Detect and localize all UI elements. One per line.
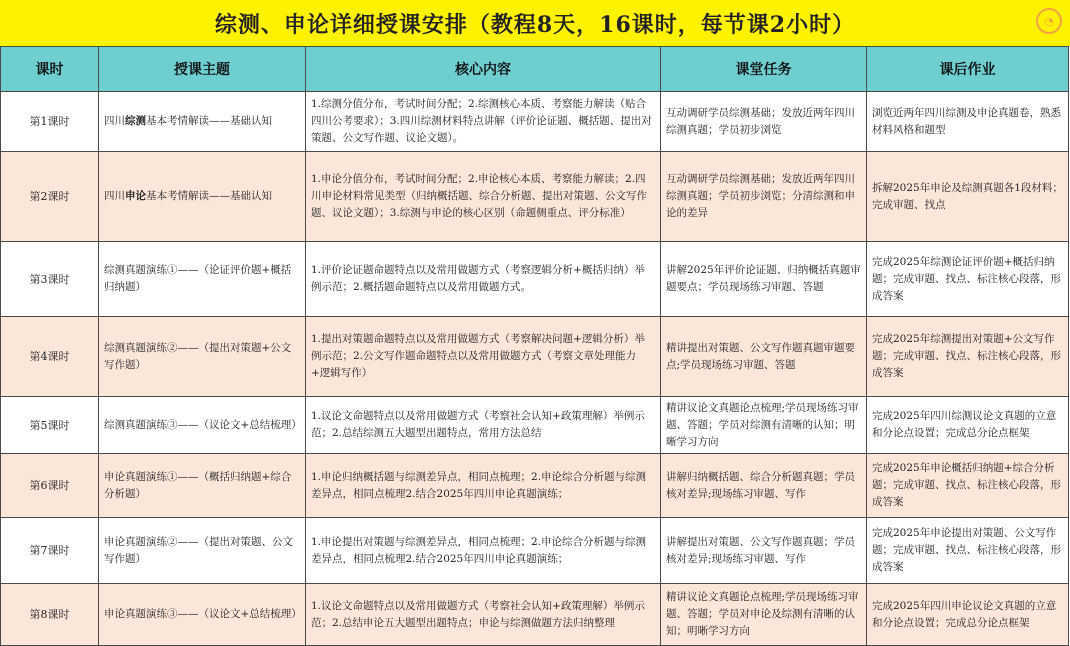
schedule-table bbox=[0, 46, 1069, 646]
topic-cell: 申论真题演练②——（提出对策题、公文写作题） bbox=[99, 518, 306, 584]
homework-cell: 浏览近两年四川综测及申论真题卷，熟悉材料风格和题型 bbox=[867, 92, 1069, 152]
homework-cell: 完成2025年申论提出对策题、公文写作题；完成审题、找点、标注核心段落，形成答案 bbox=[867, 518, 1069, 584]
homework-cell: 完成2025年综测提出对策题+公文写作题；完成审题、找点、标注核心段落，形成答案 bbox=[867, 317, 1069, 397]
topic-text-rest: 基本考情解读——基础认知 bbox=[146, 190, 272, 202]
topic-cell: 综测真题演练③——（议论文+总结梳理） bbox=[99, 397, 306, 454]
homework-cell: 完成2025年申论概括归纳题+综合分析题；完成审题、找点、标注核心段落，形成答案 bbox=[867, 454, 1069, 518]
task-cell: 精讲议论文真题论点梳理;学员现场练习审题、答题；学员对综测有清晰的认知；明晰学习方向 bbox=[661, 397, 867, 454]
core-cell: 1.议论文命题特点以及常用做题方式（考察社会认知+政策理解）举例示范；2.总结申论五大题型出题特点；申论与综测做题方法归纳整理 bbox=[306, 584, 661, 646]
page-title-text: 综测、申论详细授课安排（教程8天，16课时，每节课2小时） bbox=[214, 11, 856, 38]
table-row bbox=[1, 152, 1069, 242]
table-row bbox=[1, 584, 1069, 646]
homework-cell: 完成2025年四川综测议论文真题的立意和分论点设置；完成总分论点框架 bbox=[867, 397, 1069, 454]
period-cell: 第8课时 bbox=[1, 584, 99, 646]
table-row bbox=[1, 317, 1069, 397]
header-core: 核心内容 bbox=[306, 47, 661, 92]
core-cell: 1.评价论证题命题特点以及常用做题方式（考察逻辑分析+概括归纳）举例示范；2.概括题命题特点以及常用做题方式。 bbox=[306, 242, 661, 317]
topic-text: 四川 bbox=[104, 115, 125, 127]
table-row bbox=[1, 397, 1069, 454]
core-cell: 1.申论归纳概括题与综测差异点，相同点梳理；2.申论综合分析题与综测差异点，相同点梳理2.结合2025年四川申论真题演练； bbox=[306, 454, 661, 518]
page-title bbox=[0, 0, 1070, 46]
corner-logo-icon: ◔ bbox=[1036, 8, 1062, 34]
core-cell: 1.申论分值分布，考试时间分配；2.申论核心本质、考察能力解读；2.四川申论材料常见类型（归纳概括题、综合分析题、提出对策题、公文写作题、议论文题）；3.综测与申论的核心区别（命题侧重点、评分标准） bbox=[306, 152, 661, 242]
task-cell: 讲解2025年评价论证题、归纳概括真题审题要点；学员现场练习审题、答题 bbox=[661, 242, 867, 317]
period-cell: 第4课时 bbox=[1, 317, 99, 397]
core-cell: 1.综测分值分布，考试时间分配；2.综测核心本质、考察能力解读（贴合四川公考要求）；3.四川综测材料特点讲解（评价论证题、概括题、提出对策题、公文写作题、议论文题）。 bbox=[306, 92, 661, 152]
task-cell: 讲解提出对策题、公文写作题真题；学员核对差异;现场练习审题、写作 bbox=[661, 518, 867, 584]
core-cell: 1.提出对策题命题特点以及常用做题方式（考察解决问题+逻辑分析）举例示范；2.公文写作题命题特点以及常用做题方式（考察文章处理能力+逻辑写作） bbox=[306, 317, 661, 397]
header-homework: 课后作业 bbox=[867, 47, 1069, 92]
period-cell: 第7课时 bbox=[1, 518, 99, 584]
topic-cell: 综测真题演练①——（论证评价题+概括归纳题） bbox=[99, 242, 306, 317]
task-cell: 互动调研学员综测基础；发放近两年四川综测真题；学员初步浏览 bbox=[661, 92, 867, 152]
core-cell: 1.议论文命题特点以及常用做题方式（考察社会认知+政策理解）举例示范；2.总结综测五大题型出题特点，常用方法总结 bbox=[306, 397, 661, 454]
homework-cell: 完成2025年综测论证评价题+概括归纳题；完成审题、找点、标注核心段落，形成答案 bbox=[867, 242, 1069, 317]
header-topic: 授课主题 bbox=[99, 47, 306, 92]
homework-cell: 完成2025年四川申论议论文真题的立意和分论点设置；完成总分论点框架 bbox=[867, 584, 1069, 646]
topic-text: 四川 bbox=[104, 190, 125, 202]
table-row bbox=[1, 518, 1069, 584]
task-cell: 互动调研学员综测基础；发放近两年四川综测真题；学员初步浏览；分清综测和申论的差异 bbox=[661, 152, 867, 242]
topic-keyword: 综测 bbox=[125, 115, 146, 127]
topic-cell bbox=[99, 92, 306, 152]
header-task: 课堂任务 bbox=[661, 47, 867, 92]
table-row bbox=[1, 454, 1069, 518]
task-cell: 讲解归纳概括题、综合分析题真题；学员核对差异;现场练习审题、写作 bbox=[661, 454, 867, 518]
period-cell: 第6课时 bbox=[1, 454, 99, 518]
period-cell: 第3课时 bbox=[1, 242, 99, 317]
table-header-row bbox=[1, 47, 1069, 92]
period-cell: 第2课时 bbox=[1, 152, 99, 242]
table-row bbox=[1, 242, 1069, 317]
topic-keyword: 申论 bbox=[125, 190, 146, 202]
topic-cell: 申论真题演练①——（概括归纳题+综合分析题） bbox=[99, 454, 306, 518]
topic-cell: 综测真题演练②——（提出对策题+公文写作题） bbox=[99, 317, 306, 397]
core-cell: 1.申论提出对策题与综测差异点，相同点梳理；2.申论综合分析题与综测差异点，相同点梳理2.结合2025年四川申论真题演练； bbox=[306, 518, 661, 584]
topic-text-rest: 基本考情解读——基础认知 bbox=[146, 115, 272, 127]
task-cell: 精讲提出对策题、公文写作题真题审题要点;学员现场练习审题、答题 bbox=[661, 317, 867, 397]
period-cell: 第5课时 bbox=[1, 397, 99, 454]
table-row bbox=[1, 92, 1069, 152]
period-cell: 第1课时 bbox=[1, 92, 99, 152]
topic-cell: 申论真题演练③——（议论文+总结梳理） bbox=[99, 584, 306, 646]
task-cell: 精讲议论文真题论点梳理;学员现场练习审题、答题；学员对申论及综测有清晰的认知；明晰学习方向 bbox=[661, 584, 867, 646]
topic-cell bbox=[99, 152, 306, 242]
header-period: 课时 bbox=[1, 47, 99, 92]
homework-cell: 拆解2025年申论及综测真题各1段材料；完成审题、找点 bbox=[867, 152, 1069, 242]
